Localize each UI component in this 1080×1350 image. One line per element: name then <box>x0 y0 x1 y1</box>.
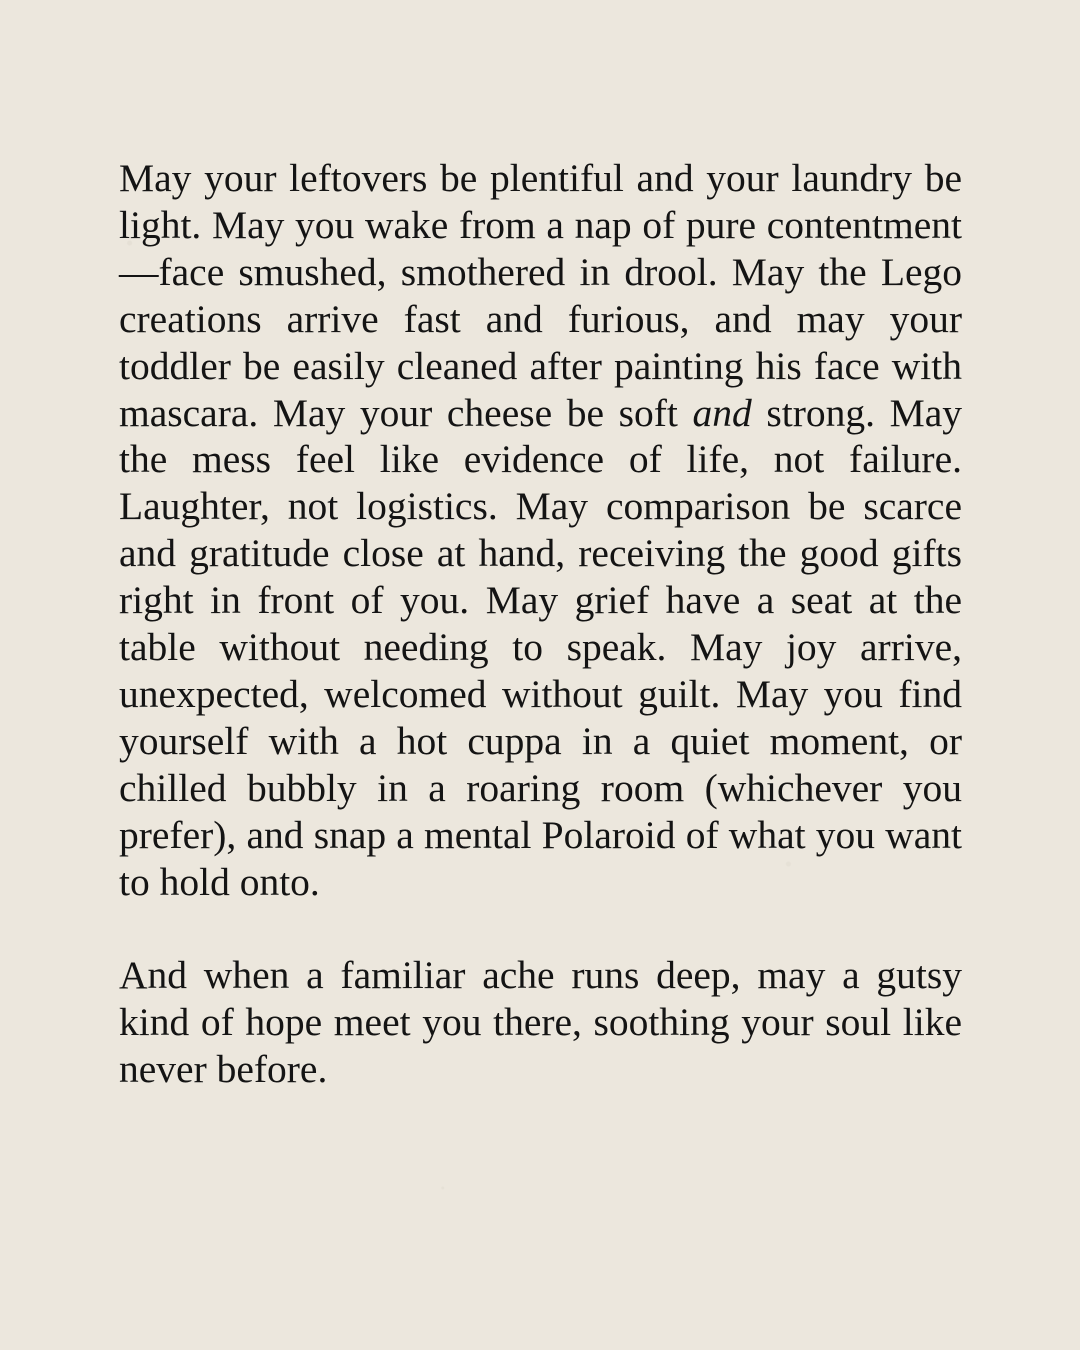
paragraph-blessings <box>119 155 962 906</box>
paragraph-1-part-1: May your leftovers be plentiful and your laundry be light. May you wake from a nap of pure contentment—face smushed, smothered in drool. May the Lego creations arrive fast and furious, and may your toddler be easily cleaned after painting his face with mascara. May your cheese be soft <box>119 156 962 435</box>
paragraph-hope: And when a familiar ache runs deep, may a gutsy kind of hope meet you there, soothing your soul like never before. <box>119 953 962 1092</box>
blessing-text <box>119 155 962 1093</box>
paragraph-1-part-2: strong. May the mess feel like evidence of life, not failure. Laughter, not logistics. May comparison be scarce and gratitude close at hand, receiving the good gifts right in front of you. May grief have a seat at the table without needing to speak. May joy arrive, unexpected, welcomed without guilt. May you find yourself with a hot cuppa in a quiet moment, or chilled bubbly in a roaring room (whichever you prefer), and snap a mental Polaroid of what you want to hold onto. <box>119 390 962 904</box>
emphasis-and: and <box>692 390 752 435</box>
